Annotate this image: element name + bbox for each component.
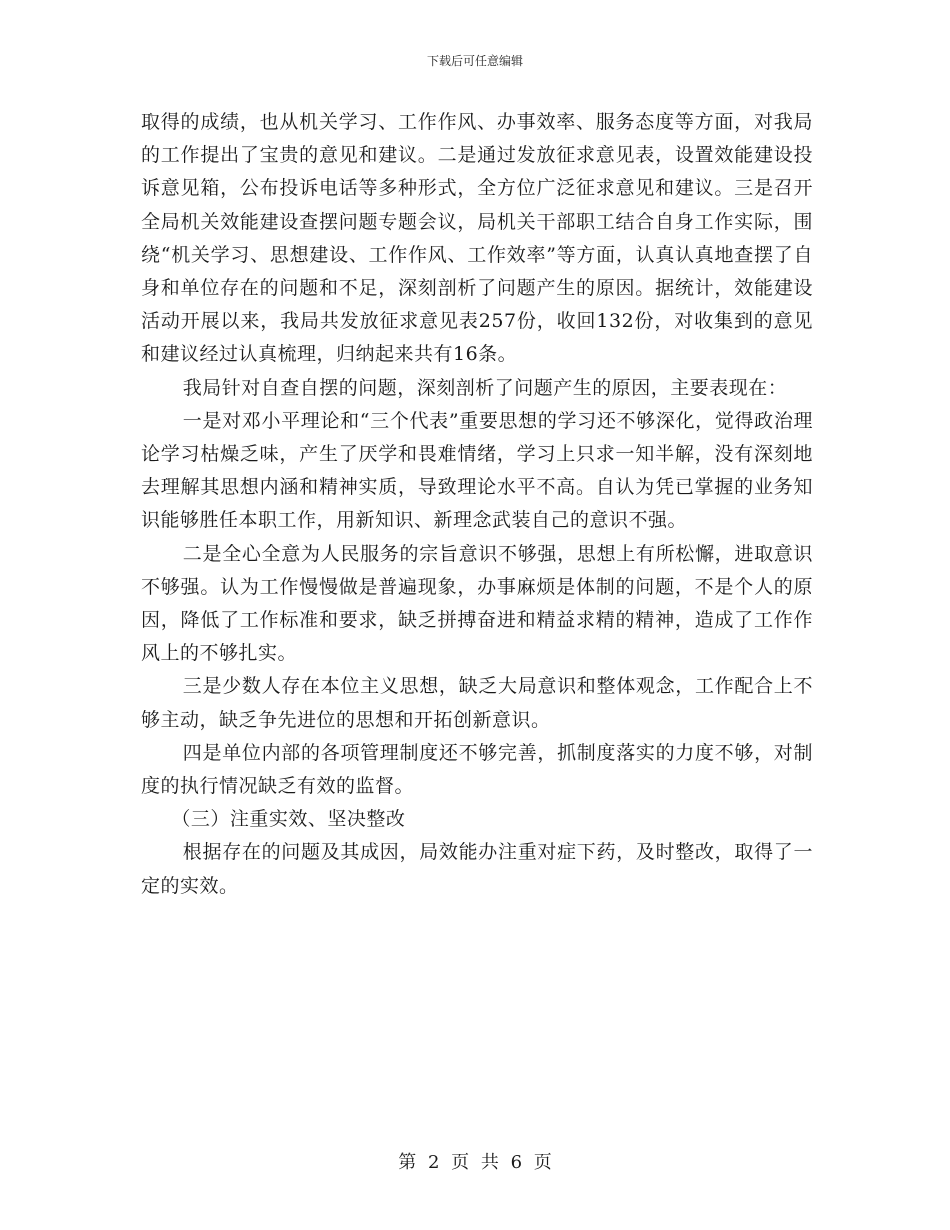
page-header: 下载后可任意编辑: [426, 54, 523, 68]
paragraph-2: 我局针对自查自摆的问题，深刻剖析了问题产生的原因，主要表现在：: [182, 376, 788, 399]
paragraph-4: 二是全心全意为人民服务的宗旨意识不够强，思想上有所松懈，进取意识不够强。认为工作慢慢做是普遍现象，办事麻烦是体制的问题，不是个人的原因，降低了工作标准和要求，缺乏拼搏奋进和精益求精的精神，造成了工作作风上的不够扎实。: [141, 542, 813, 665]
section-heading: （三）注重实效、坚决整改: [171, 808, 406, 831]
paragraph-5: 三是少数人存在本位主义思想，缺乏大局意识和整体观念，工作配合上不够主动，缺乏争先进位的思想和开拓创新意识。: [141, 675, 813, 731]
body-text: [141, 106, 813, 903]
page-footer: 第 2 页 共 6 页: [398, 1152, 552, 1173]
paragraph-1: 取得的成绩，也从机关学习、工作作风、办事效率、服务态度等方面，对我局的工作提出了宝贵的意见和建议。二是通过发放征求意见表，设置效能建设投诉意见箱，公布投诉电话等多种形式，全方位广泛征求意见和建议。三是召开全局机关效能建设查摆问题专题会议，局机关干部职工结合自身工作实际，围绕“机关学习、思想建设、工作作风、工作效率”等方面，认真认真地查摆了自身和单位存在的问题和不足，深刻剖析了问题产生的原因。据统计，效能建设活动开展以来，我局共发放征求意见表257份，收回132份，对收集到的意见和建议经过认真梳理，归纳起来共有16条。: [141, 111, 813, 366]
paragraph-6: 四是单位内部的各项管理制度还不够完善，抓制度落实的力度不够，对制度的执行情况缺乏有效的监督。: [141, 741, 813, 798]
paragraph-3: 一是对邓小平理论和“三个代表”重要思想的学习还不够深化，觉得政治理论学习枯燥乏味，产生了厌学和畏难情绪，学习上只求一知半解，没有深刻地去理解其思想内涵和精神实质，导致理论水平不高。自认为凭已掌握的业务知识能够胜任本职工作，用新知识、新理念武装自己的意识不强。: [141, 409, 813, 532]
paragraph-7: 根据存在的问题及其成因，局效能办注重对症下药，及时整改，取得了一定的实效。: [141, 841, 813, 897]
